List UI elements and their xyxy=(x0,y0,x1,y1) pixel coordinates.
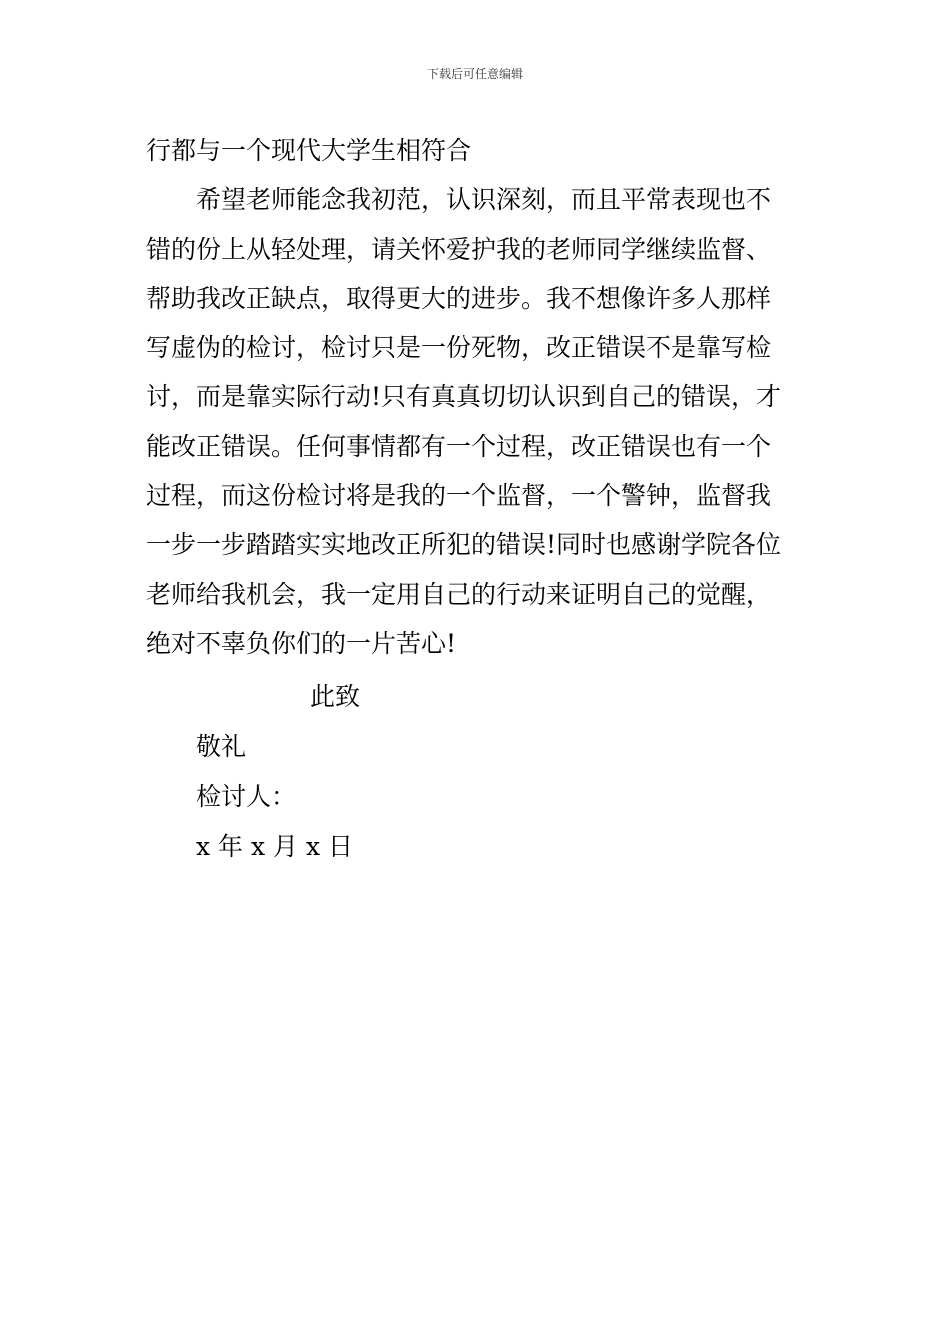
body-line: 绝对不辜负你们的一片苦心! xyxy=(146,628,457,658)
body-line: 帮助我改正缺点，取得更大的进步。我不想像许多人那样 xyxy=(146,283,772,313)
body-line: 讨，而是靠实际行动!只有真真切切认识到自己的错误，才 xyxy=(146,382,782,412)
closing-regards: 敬礼 xyxy=(196,732,247,761)
closing-date: x 年 x 月 x 日 xyxy=(196,832,354,861)
body-line: 能改正错误。任何事情都有一个过程，改正错误也有一个 xyxy=(146,431,772,461)
closing-signer: 检讨人： xyxy=(196,782,297,811)
body-line: 错的份上从轻处理，请关怀爱护我的老师同学继续监督、 xyxy=(146,234,772,264)
header-note: 下载后可任意编辑 xyxy=(426,67,523,81)
body-line: 行都与一个现代大学生相符合 xyxy=(146,136,472,165)
body-line: 希望老师能念我初范，认识深刻，而且平常表现也不 xyxy=(146,185,772,215)
body-line: 一步一步踏踏实实地改正所犯的错误!同时也感谢学院各位 xyxy=(146,530,782,560)
document-body xyxy=(146,126,806,668)
body-line: 过程，而这份检讨将是我的一个监督，一个警钟，监督我 xyxy=(146,481,772,511)
body-line: 老师给我机会，我一定用自己的行动来证明自己的觉醒， xyxy=(146,579,772,609)
closing-salute: 此致 xyxy=(310,682,361,711)
body-line: 写虚伪的检讨，检讨只是一份死物，改正错误不是靠写检 xyxy=(146,333,772,363)
